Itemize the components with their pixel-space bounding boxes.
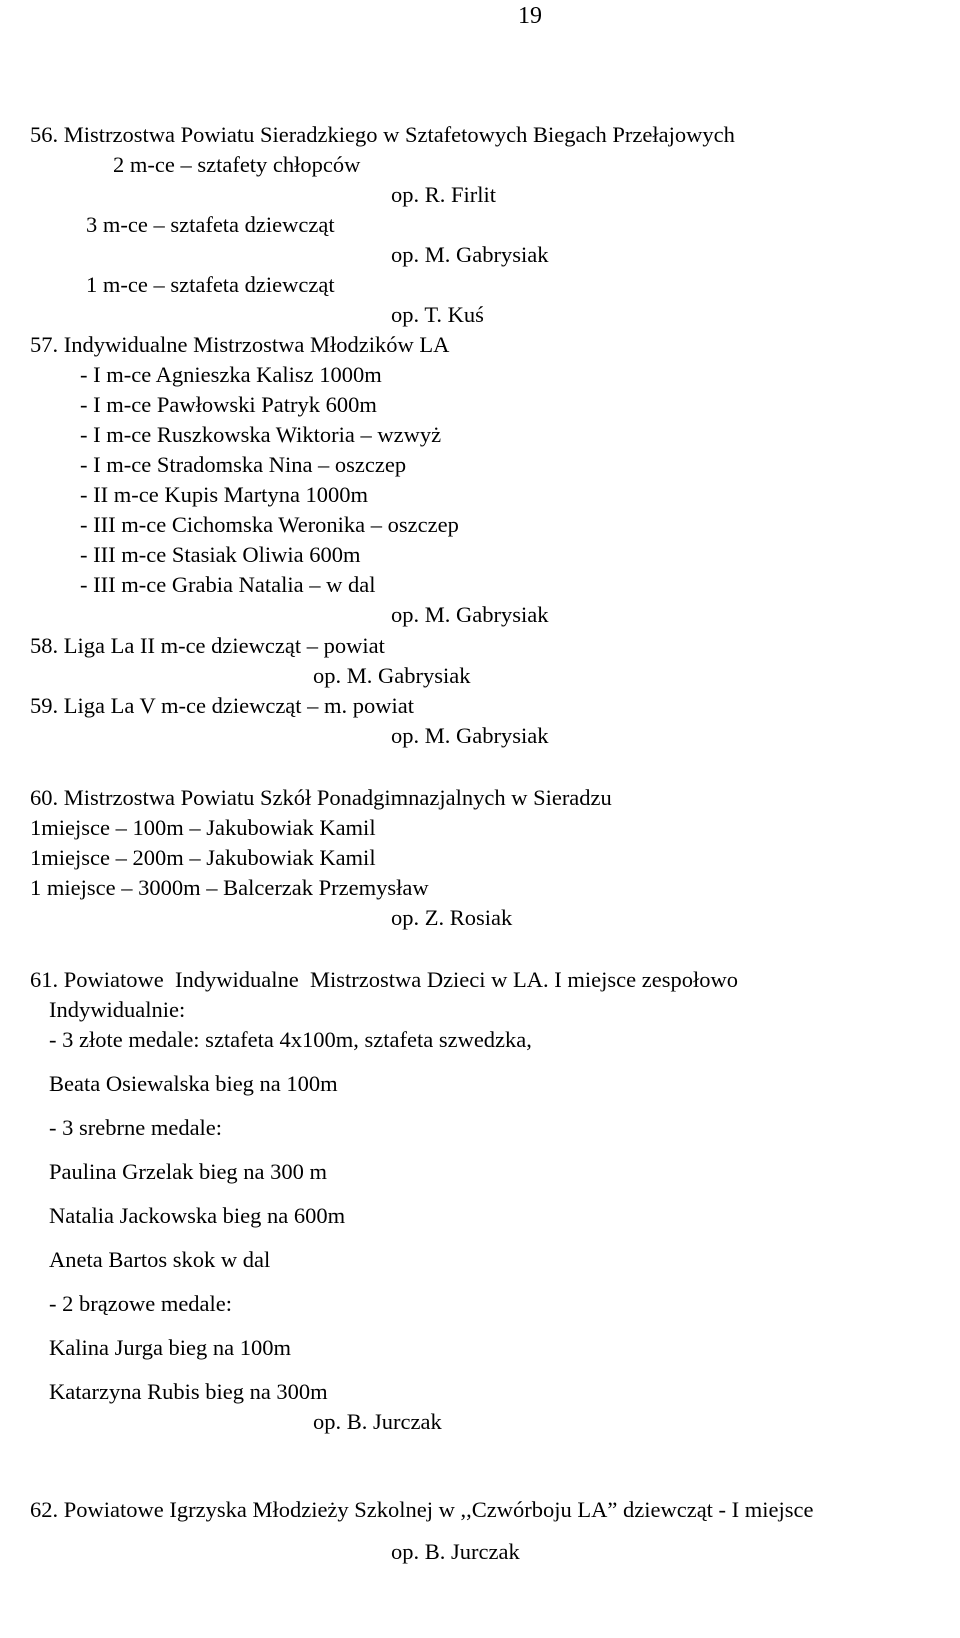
item-57-result: - I m-ce Agnieszka Kalisz 1000m: [80, 362, 382, 387]
item-57-result: - I m-ce Ruszkowska Wiktoria – wzwyż: [80, 422, 442, 447]
item-60-result: 1miejsce – 100m – Jakubowiak Kamil: [30, 815, 376, 840]
item-57-result: - I m-ce Stradomska Nina – oszczep: [80, 452, 407, 477]
item-60-organizer: op. Z. Rosiak: [391, 905, 513, 930]
page-number: 19: [518, 3, 542, 29]
item-61-line: Kalina Jurga bieg na 100m: [49, 1335, 292, 1360]
item-56-line: 1 m-ce – sztafeta dziewcząt: [86, 272, 335, 297]
item-56-organizer: op. R. Firlit: [391, 182, 497, 207]
item-56-line: 2 m-ce – sztafety chłopców: [113, 152, 361, 177]
item-60-result: 1 miejsce – 3000m – Balcerzak Przemysław: [30, 875, 429, 900]
item-61-line: Natalia Jackowska bieg na 600m: [49, 1203, 346, 1228]
item-61-title: 61. Powiatowe Indywidualne Mistrzostwa Dzieci w LA. I miejsce zespołowo: [30, 967, 738, 992]
item-60-result: 1miejsce – 200m – Jakubowiak Kamil: [30, 845, 376, 870]
item-56-organizer: op. M. Gabrysiak: [391, 242, 549, 267]
item-57-result: - II m-ce Kupis Martyna 1000m: [80, 482, 369, 507]
item-61-line: Indywidualnie:: [49, 997, 186, 1022]
item-62-organizer: op. B. Jurczak: [391, 1539, 520, 1564]
item-61-organizer: op. B. Jurczak: [313, 1409, 442, 1434]
item-58-title: 58. Liga La II m-ce dziewcząt – powiat: [30, 633, 385, 658]
item-61-line: Beata Osiewalska bieg na 100m: [49, 1071, 338, 1096]
item-58-organizer: op. M. Gabrysiak: [313, 663, 471, 688]
item-59-organizer: op. M. Gabrysiak: [391, 723, 549, 748]
item-57-result: - I m-ce Pawłowski Patryk 600m: [80, 392, 377, 417]
item-60-title: 60. Mistrzostwa Powiatu Szkół Ponadgimnazjalnych w Sieradzu: [30, 785, 612, 810]
item-59-title: 59. Liga La V m-ce dziewcząt – m. powiat: [30, 693, 415, 718]
item-62-title: 62. Powiatowe Igrzyska Młodzieży Szkolnej w ,,Czwórboju LA” dziewcząt - I miejsce: [30, 1497, 814, 1522]
item-56-line: 3 m-ce – sztafeta dziewcząt: [86, 212, 335, 237]
item-57-result: - III m-ce Grabia Natalia – w dal: [80, 572, 376, 597]
item-56-title: 56. Mistrzostwa Powiatu Sieradzkiego w Sztafetowych Biegach Przełajowych: [30, 122, 735, 147]
item-57-title: 57. Indywidualne Mistrzostwa Młodzików LA: [30, 332, 450, 357]
item-61-line: Paulina Grzelak bieg na 300 m: [49, 1159, 328, 1184]
item-61-line: - 2 brązowe medale:: [49, 1291, 233, 1316]
item-57-organizer: op. M. Gabrysiak: [391, 602, 549, 627]
item-57-result: - III m-ce Cichomska Weronika – oszczep: [80, 512, 459, 537]
item-61-line: Katarzyna Rubis bieg na 300m: [49, 1379, 328, 1404]
item-56-organizer: op. T. Kuś: [391, 302, 484, 327]
item-61-line: - 3 złote medale: sztafeta 4x100m, sztafeta szwedzka,: [49, 1027, 532, 1052]
item-57-result: - III m-ce Stasiak Oliwia 600m: [80, 542, 361, 567]
item-61-line: Aneta Bartos skok w dal: [49, 1247, 271, 1272]
item-61-line: - 3 srebrne medale:: [49, 1115, 223, 1140]
